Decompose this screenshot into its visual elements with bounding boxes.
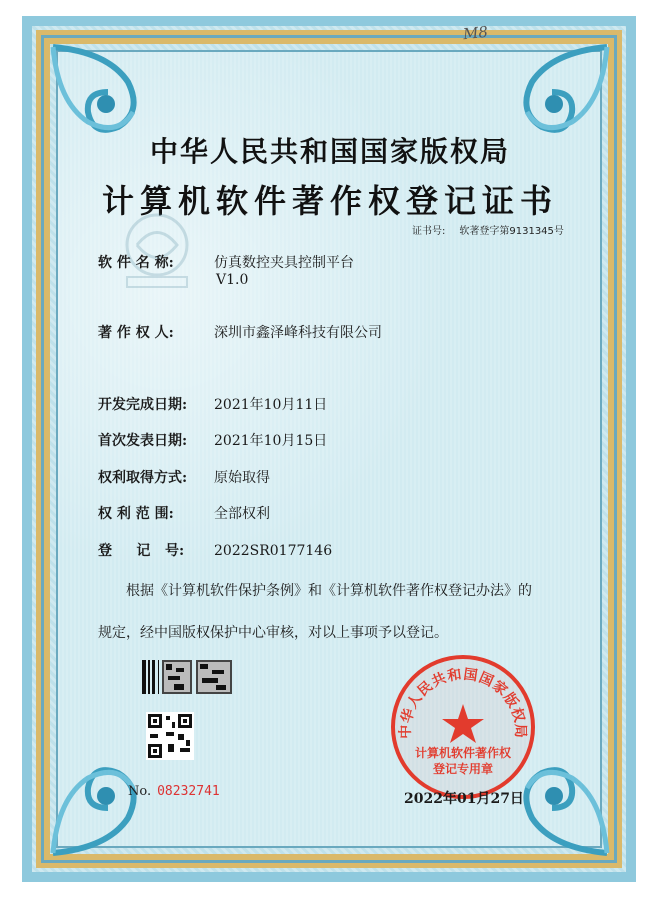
serial-label: No. [128,784,152,799]
field-version: V1.0 [216,272,249,288]
field-label: 权利取得方式: [98,470,188,486]
field-label: 权 利 范 围: [98,506,174,522]
field-label: 开发完成日期: [98,397,188,413]
field-label: 著 作 权 人: [98,325,174,341]
field-value: 原始取得 [214,470,270,486]
field-publish-date [98,430,327,450]
field-software-name [98,252,354,288]
field-value: 2021年10月11日 [214,397,328,413]
issue-date: 2022年01月27日 [404,791,524,807]
serial-number [128,784,220,799]
field-copyright-owner [98,322,382,342]
field-label: 软 件 名 称: [98,255,174,271]
certificate-number-value: 软著登字第9131345号 [459,226,564,237]
field-value: 深圳市鑫泽峰科技有限公司 [214,325,382,341]
serial-value: 08232741 [157,784,220,799]
seal-ring-text: 中华人民共和国国家版权局 [397,666,529,739]
body-paragraph-1: 根据《计算机软件保护条例》和《计算机软件著作权登记办法》的 [126,583,532,599]
certificate-number [412,222,564,237]
issuer-title: 中华人民共和国国家版权局 [149,135,510,168]
field-value: 2022SR0177146 [214,543,333,559]
handwritten-note: M8 [462,22,489,44]
seal-line-1: 计算机软件著作权 [414,746,511,760]
field-acquisition-method [98,467,270,487]
certificate-number-label: 证书号: [412,226,446,237]
certificate-title: 计算机软件著作权登记证书 [101,182,558,220]
field-rights-scope [98,503,270,523]
field-value: 仿真数控夹具控制平台 [214,255,354,271]
body-paragraph-2: 规定，经中国版权保护中心审核，对以上事项予以登记。 [98,625,448,641]
cpcc-watermark-icon [112,205,202,290]
field-value: 全部权利 [214,506,270,522]
seal-line-2: 登记专用章 [432,762,493,776]
field-label: 登 记 号: [98,543,185,559]
field-completion-date [98,394,327,414]
official-seal [388,652,538,802]
seal-ring-icon [388,652,538,802]
field-label: 首次发表日期: [98,433,188,449]
field-registration-number [98,540,332,560]
field-value: 2021年10月15日 [214,433,328,449]
barcode-icon [142,660,234,694]
qr-code-icon [146,712,194,760]
